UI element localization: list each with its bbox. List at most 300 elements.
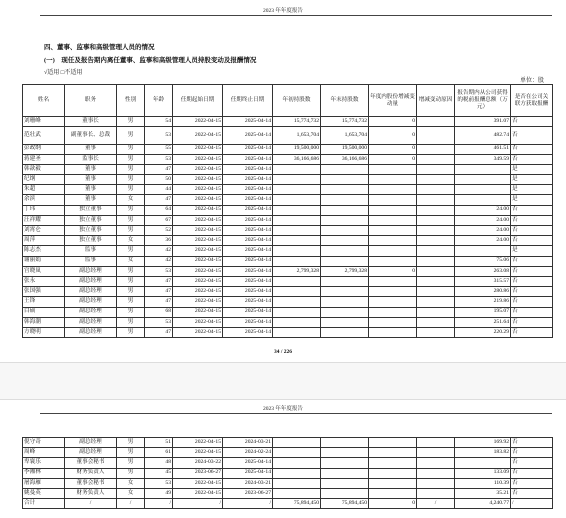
cell-shares-change: 0: [369, 117, 417, 127]
cell-position: 副总经理: [65, 438, 117, 448]
cell-name: 范壮武: [23, 127, 65, 144]
cell-compensation: 4,240.77: [455, 499, 511, 509]
cell-shares-change: [369, 327, 417, 337]
cell-position: 副董事长、总裁: [65, 127, 117, 144]
cell-shares-end: 36,166,686: [321, 154, 369, 164]
cell-term-start: 2022-04-15: [173, 127, 223, 144]
cell-change-reason: [417, 468, 455, 478]
cell-term-end: 2025-04-14: [223, 256, 273, 266]
cell-age: /: [145, 499, 173, 509]
col-header: 年龄: [145, 85, 173, 117]
cell-term-start: 2022-04-15: [173, 448, 223, 458]
cell-name: 姚曼英: [23, 488, 65, 498]
cell-shares-change: [369, 458, 417, 468]
col-header: 职务: [65, 85, 117, 117]
cell-position: 监事: [65, 246, 117, 256]
table-row: [23, 246, 553, 256]
cell-position: 董事: [65, 164, 117, 174]
cell-compensation: 24.00: [455, 205, 511, 215]
cell-gender: 男: [117, 468, 145, 478]
cell-term-start: 2022-04-15: [173, 144, 223, 154]
cell-term-start: 2022-04-15: [173, 488, 223, 498]
cell-name: 陈志杰: [23, 246, 65, 256]
cell-change-reason: [417, 488, 455, 498]
cell-shares-end: [321, 307, 369, 317]
cell-gender: 女: [117, 256, 145, 266]
cell-age: 42: [145, 256, 173, 266]
cell-compensation: 219.86: [455, 297, 511, 307]
cell-shares-start: [273, 327, 321, 337]
cell-shares-end: 19,500,000: [321, 144, 369, 154]
cell-related-party-pay: 否: [511, 317, 553, 327]
cell-name: 宫晓岚: [23, 266, 65, 276]
cell-age: 50: [145, 175, 173, 185]
cell-position: 副总经理: [65, 276, 117, 286]
table-row: [23, 307, 553, 317]
cell-shares-start: [273, 478, 321, 488]
cell-related-party-pay: 否: [511, 154, 553, 164]
cell-term-start: 2022-04-15: [173, 478, 223, 488]
cell-name: 蒋建圣: [23, 154, 65, 164]
cell-related-party-pay: 是: [511, 175, 553, 185]
table-row: [23, 468, 553, 478]
cell-gender: 男: [117, 276, 145, 286]
cell-related-party-pay: 否: [511, 215, 553, 225]
cell-compensation: 315.57: [455, 276, 511, 286]
cell-age: 47: [145, 327, 173, 337]
subsection-title: (一) 现任及报告期内离任董事、监事和高级管理人员持股变动及报酬情况: [44, 57, 257, 64]
cell-age: 61: [145, 448, 173, 458]
cell-shares-start: 36,166,686: [273, 154, 321, 164]
cell-term-end: 2025-04-14: [223, 468, 273, 478]
cell-shares-end: [321, 317, 369, 327]
cell-shares-start: 75,894,450: [273, 499, 321, 509]
page-header: 2023 年年度报告: [263, 8, 303, 14]
cell-term-end: 2025-04-14: [223, 458, 273, 468]
cell-term-end: 2025-04-14: [223, 117, 273, 127]
cell-change-reason: [417, 307, 455, 317]
cell-term-start: 2022-04-15: [173, 185, 223, 195]
cell-term-start: 2022-04-15: [173, 276, 223, 286]
cell-term-end: 2025-04-14: [223, 205, 273, 215]
cell-term-start: 2022-04-15: [173, 246, 223, 256]
cell-position: 独立董事: [65, 226, 117, 236]
cell-shares-start: [273, 246, 321, 256]
table-row: [23, 127, 553, 144]
cell-shares-end: [321, 236, 369, 246]
cell-gender: 男: [117, 266, 145, 276]
cell-change-reason: [417, 205, 455, 215]
cell-shares-start: [273, 488, 321, 498]
cell-shares-end: [321, 226, 369, 236]
header-rule-2: [40, 413, 552, 414]
cell-name: 韩海潮: [23, 317, 65, 327]
cell-term-start: /: [173, 499, 223, 509]
table-row: [23, 438, 553, 448]
cell-shares-end: [321, 205, 369, 215]
table-row: [23, 236, 553, 246]
cell-gender: 女: [117, 195, 145, 205]
cell-change-reason: [417, 297, 455, 307]
cell-age: 47: [145, 164, 173, 174]
cell-age: 51: [145, 438, 173, 448]
cell-related-party-pay: 否: [511, 276, 553, 286]
cell-change-reason: [417, 236, 455, 246]
cell-position: /: [65, 499, 117, 509]
cell-shares-change: [369, 276, 417, 286]
cell-shares-start: [273, 458, 321, 468]
holdings-table-continued: [22, 437, 553, 509]
cell-shares-change: [369, 226, 417, 236]
cell-age: 42: [145, 246, 173, 256]
page-number: 34 / 226: [273, 349, 293, 355]
cell-gender: 男: [117, 226, 145, 236]
cell-compensation: [455, 175, 511, 185]
cell-change-reason: [417, 438, 455, 448]
holdings-table: [22, 84, 553, 338]
cell-related-party-pay: 否: [511, 266, 553, 276]
cell-related-party-pay: 否: [511, 117, 553, 127]
cell-shares-start: [273, 164, 321, 174]
cell-term-end: 2023-06-27: [223, 488, 273, 498]
cell-age: 53: [145, 154, 173, 164]
cell-change-reason: [417, 154, 455, 164]
table-header-row: [23, 85, 553, 117]
cell-change-reason: [417, 448, 455, 458]
cell-shares-end: [321, 215, 369, 225]
table-row: [23, 287, 553, 297]
cell-change-reason: [417, 144, 455, 154]
table-row: [23, 117, 553, 127]
cell-term-end: 2025-04-14: [223, 226, 273, 236]
cell-gender: 男: [117, 185, 145, 195]
cell-term-start: 2022-04-15: [173, 117, 223, 127]
cell-term-end: 2025-04-14: [223, 297, 273, 307]
cell-compensation: 482.74: [455, 127, 511, 144]
cell-shares-change: [369, 287, 417, 297]
cell-age: 47: [145, 276, 173, 286]
cell-position: 董事: [65, 175, 117, 185]
cell-term-end: 2025-04-14: [223, 185, 273, 195]
cell-shares-end: [321, 468, 369, 478]
col-header: 增减变动原因: [417, 85, 455, 117]
cell-age: 68: [145, 307, 173, 317]
table-row: [23, 266, 553, 276]
cell-compensation: 75.06: [455, 256, 511, 266]
cell-shares-start: [273, 195, 321, 205]
cell-shares-end: [321, 256, 369, 266]
cell-shares-change: [369, 236, 417, 246]
cell-shares-start: 1,653,704: [273, 127, 321, 144]
cell-change-reason: [417, 226, 455, 236]
cell-change-reason: [417, 317, 455, 327]
cell-change-reason: /: [417, 499, 455, 509]
cell-compensation: [455, 458, 511, 468]
cell-change-reason: [417, 327, 455, 337]
cell-term-start: 2022-04-15: [173, 226, 223, 236]
cell-name: 刘珊峰: [23, 117, 65, 127]
cell-name: 彭政纲: [23, 144, 65, 154]
cell-name: 纪纲: [23, 175, 65, 185]
cell-shares-change: [369, 438, 417, 448]
cell-change-reason: [417, 185, 455, 195]
table-row: [23, 458, 553, 468]
table-row: [23, 144, 553, 154]
cell-position: 董事: [65, 195, 117, 205]
cell-shares-start: [273, 317, 321, 327]
cell-term-end: 2025-04-14: [223, 144, 273, 154]
cell-related-party-pay: 否: [511, 256, 553, 266]
col-header: 年度内股份增减变动量: [369, 85, 417, 117]
cell-related-party-pay: /: [511, 499, 553, 509]
cell-compensation: 133.09: [455, 468, 511, 478]
cell-shares-start: [273, 307, 321, 317]
cell-change-reason: [417, 266, 455, 276]
cell-shares-start: [273, 297, 321, 307]
cell-change-reason: [417, 256, 455, 266]
cell-compensation: 349.59: [455, 154, 511, 164]
cell-age: 64: [145, 205, 173, 215]
cell-term-start: 2022-04-15: [173, 164, 223, 174]
cell-position: 董事会秘书: [65, 458, 117, 468]
cell-age: 67: [145, 215, 173, 225]
cell-gender: 男: [117, 164, 145, 174]
col-header: 年初持股数: [273, 85, 321, 117]
cell-term-end: 2024-03-21: [223, 438, 273, 448]
cell-compensation: 391.07: [455, 117, 511, 127]
table-row: [23, 276, 553, 286]
cell-term-end: 2025-04-14: [223, 276, 273, 286]
page-gap: [0, 362, 566, 400]
cell-compensation: 251.64: [455, 317, 511, 327]
table-row: [23, 448, 553, 458]
cell-change-reason: [417, 175, 455, 185]
cell-gender: 男: [117, 215, 145, 225]
table-row: [23, 256, 553, 266]
cell-related-party-pay: 否: [511, 205, 553, 215]
cell-compensation: 169.92: [455, 438, 511, 448]
cell-shares-change: 0: [369, 154, 417, 164]
header-rule: [40, 15, 552, 16]
table-row: [23, 175, 553, 185]
cell-shares-start: [273, 256, 321, 266]
cell-gender: /: [117, 499, 145, 509]
cell-shares-change: [369, 205, 417, 215]
unit-label: 单位：股: [519, 78, 544, 84]
cell-shares-end: [321, 164, 369, 174]
cell-related-party-pay: 否: [511, 226, 553, 236]
cell-age: 44: [145, 185, 173, 195]
cell-shares-change: [369, 448, 417, 458]
cell-name: 白硕: [23, 307, 65, 317]
cell-gender: 男: [117, 117, 145, 127]
cell-shares-end: [321, 287, 369, 297]
cell-shares-end: [321, 246, 369, 256]
cell-term-start: 2022-04-15: [173, 236, 223, 246]
cell-shares-end: [321, 297, 369, 307]
cell-shares-change: [369, 185, 417, 195]
cell-shares-start: [273, 205, 321, 215]
cell-shares-end: [321, 458, 369, 468]
cell-position: 监事长: [65, 154, 117, 164]
cell-change-reason: [417, 478, 455, 488]
cell-shares-change: [369, 297, 417, 307]
table-row: [23, 205, 553, 215]
cell-position: 副总经理: [65, 327, 117, 337]
cell-age: 53: [145, 266, 173, 276]
cell-term-start: 2022-04-15: [173, 215, 223, 225]
cell-shares-end: [321, 478, 369, 488]
cell-compensation: 280.86: [455, 287, 511, 297]
cell-shares-change: [369, 256, 417, 266]
cell-position: 监事: [65, 256, 117, 266]
cell-related-party-pay: 否: [511, 144, 553, 154]
cell-related-party-pay: 否: [511, 127, 553, 144]
cell-compensation: [455, 195, 511, 205]
cell-age: 36: [145, 236, 173, 246]
cell-name: 余滨: [23, 195, 65, 205]
cell-term-start: 2022-04-15: [173, 205, 223, 215]
cell-shares-end: 1,653,704: [321, 127, 369, 144]
cell-position: 董事长: [65, 117, 117, 127]
cell-name: 卑寰乐: [23, 458, 65, 468]
cell-age: 45: [145, 468, 173, 478]
col-header: 年末持股数: [321, 85, 369, 117]
cell-term-end: 2025-04-14: [223, 236, 273, 246]
cell-shares-end: [321, 195, 369, 205]
cell-term-start: 2023-06-27: [173, 468, 223, 478]
cell-related-party-pay: 否: [511, 236, 553, 246]
table-row: [23, 327, 553, 337]
table-row: [23, 154, 553, 164]
cell-related-party-pay: 否: [511, 468, 553, 478]
cell-term-start: 2022-04-15: [173, 317, 223, 327]
cell-position: 独立董事: [65, 205, 117, 215]
cell-term-end: 2025-04-14: [223, 154, 273, 164]
cell-shares-change: [369, 246, 417, 256]
cell-shares-end: 15,774,732: [321, 117, 369, 127]
cell-shares-change: [369, 317, 417, 327]
cell-shares-change: [369, 307, 417, 317]
cell-name: 朱超: [23, 185, 65, 195]
cell-shares-start: [273, 236, 321, 246]
cell-gender: 男: [117, 438, 145, 448]
cell-shares-end: 75,894,450: [321, 499, 369, 509]
cell-compensation: [455, 164, 511, 174]
applicability-note: √适用 □不适用: [44, 70, 83, 76]
cell-compensation: 263.08: [455, 266, 511, 276]
cell-gender: 男: [117, 154, 145, 164]
cell-shares-change: [369, 468, 417, 478]
cell-position: 副总经理: [65, 448, 117, 458]
table-row: [23, 226, 553, 236]
cell-compensation: 24.00: [455, 236, 511, 246]
cell-compensation: [455, 246, 511, 256]
cell-shares-change: [369, 215, 417, 225]
cell-compensation: 35.21: [455, 488, 511, 498]
cell-term-start: 2022-04-15: [173, 327, 223, 337]
cell-gender: 男: [117, 307, 145, 317]
cell-name: 周峰: [23, 448, 65, 458]
cell-name: 张国强: [23, 287, 65, 297]
cell-change-reason: [417, 164, 455, 174]
cell-related-party-pay: 否: [511, 458, 553, 468]
cell-compensation: 195.07: [455, 307, 511, 317]
cell-shares-start: [273, 215, 321, 225]
cell-age: 47: [145, 195, 173, 205]
table-row: [23, 164, 553, 174]
cell-term-start: 2022-04-15: [173, 195, 223, 205]
cell-gender: 男: [117, 317, 145, 327]
cell-term-end: 2025-04-14: [223, 195, 273, 205]
table-row: [23, 215, 553, 225]
cell-compensation: 24.00: [455, 226, 511, 236]
cell-change-reason: [417, 276, 455, 286]
cell-position: 副总经理: [65, 287, 117, 297]
col-header: 任期起始日期: [173, 85, 223, 117]
cell-shares-start: 15,774,732: [273, 117, 321, 127]
cell-change-reason: [417, 287, 455, 297]
cell-gender: 女: [117, 488, 145, 498]
cell-term-end: 2024-02-24: [223, 448, 273, 458]
cell-gender: 男: [117, 205, 145, 215]
cell-related-party-pay: 否: [511, 297, 553, 307]
cell-age: 47: [145, 287, 173, 297]
cell-compensation: 220.29: [455, 327, 511, 337]
cell-shares-change: 0: [369, 127, 417, 144]
cell-age: 54: [145, 117, 173, 127]
cell-age: 53: [145, 478, 173, 488]
cell-shares-end: [321, 185, 369, 195]
cell-gender: 女: [117, 478, 145, 488]
cell-shares-end: [321, 327, 369, 337]
cell-related-party-pay: 否: [511, 287, 553, 297]
cell-shares-end: [321, 448, 369, 458]
cell-compensation: 110.39: [455, 478, 511, 488]
cell-related-party-pay: 否: [511, 488, 553, 498]
cell-position: 副总经理: [65, 266, 117, 276]
cell-shares-start: [273, 287, 321, 297]
cell-related-party-pay: 否: [511, 478, 553, 488]
cell-term-end: 2025-04-14: [223, 266, 273, 276]
cell-name: 倪守奇: [23, 438, 65, 448]
cell-change-reason: [417, 458, 455, 468]
cell-position: 副总经理: [65, 297, 117, 307]
cell-term-end: 2025-04-14: [223, 175, 273, 185]
cell-age: 49: [145, 488, 173, 498]
cell-gender: 女: [117, 236, 145, 246]
cell-shares-change: [369, 164, 417, 174]
cell-name: 李湘林: [23, 468, 65, 478]
col-header: 报告期内从公司获得的税前报酬总额（万元）: [455, 85, 511, 117]
cell-compensation: 461.51: [455, 144, 511, 154]
cell-shares-start: [273, 438, 321, 448]
page-header-2: 2023 年年度报告: [263, 406, 303, 412]
cell-gender: 男: [117, 127, 145, 144]
cell-shares-start: [273, 448, 321, 458]
cell-shares-end: 2,799,328: [321, 266, 369, 276]
cell-position: 董事: [65, 185, 117, 195]
cell-position: 董事: [65, 144, 117, 154]
cell-term-end: 2025-04-14: [223, 127, 273, 144]
cell-shares-change: 0: [369, 499, 417, 509]
cell-shares-start: [273, 468, 321, 478]
col-header: 任期终止日期: [223, 85, 273, 117]
cell-term-start: 2022-04-15: [173, 287, 223, 297]
cell-position: 副总经理: [65, 307, 117, 317]
cell-shares-change: [369, 488, 417, 498]
cell-gender: 男: [117, 144, 145, 154]
